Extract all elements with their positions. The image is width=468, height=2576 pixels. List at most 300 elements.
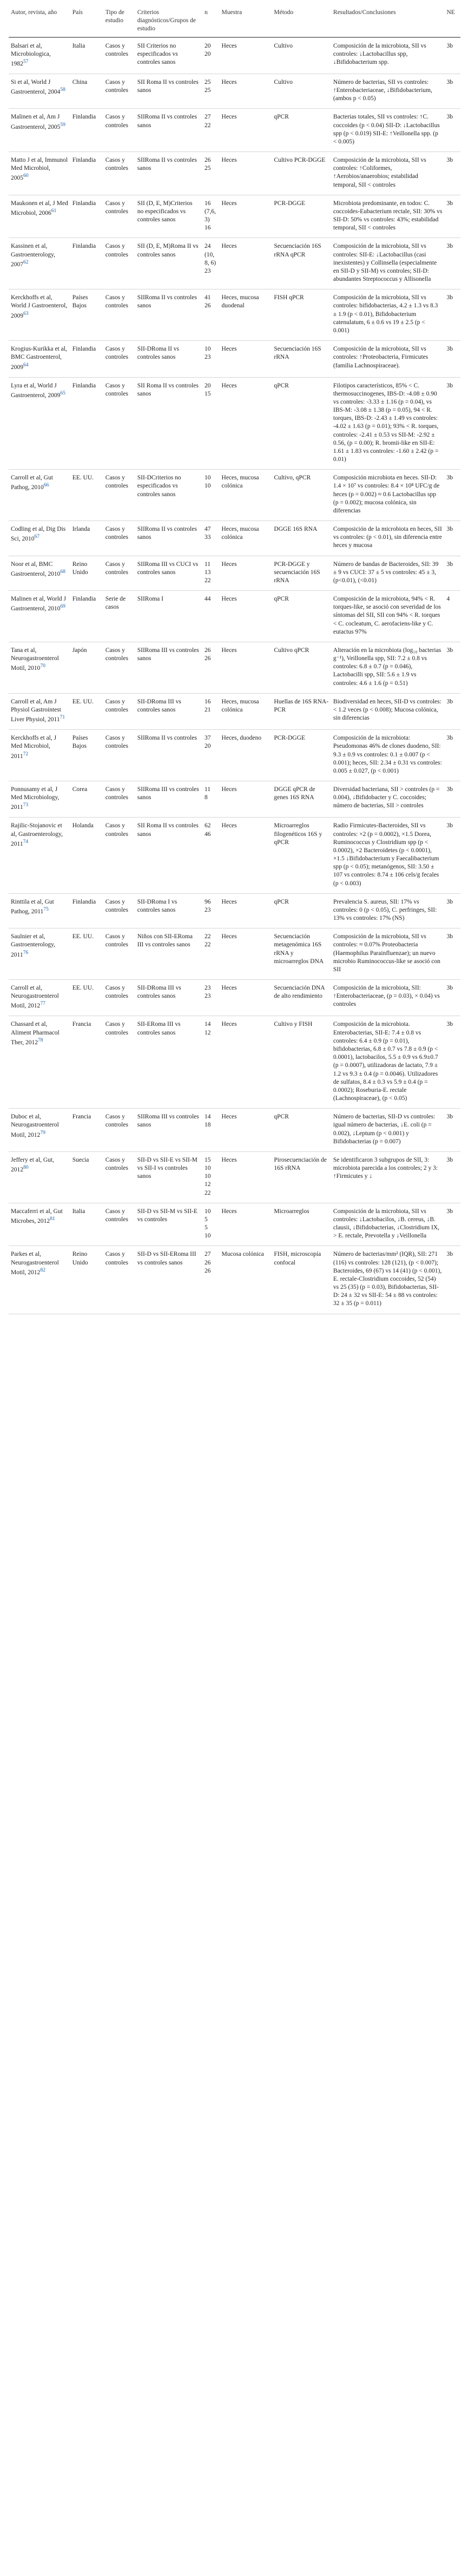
cell-sample-text: Heces: [221, 346, 237, 353]
cell-results-text: Alteración en la microbiota (log₁₀ bacterias g⁻¹), Veillonella spp, SII: 7.2 ± 0.8 vs controles: 6.8 ± 0.7 (p = 0.046), Lactobacilli spp, SII: 5.6 ± 1.9 vs controles: 4.6 ± 1.6 (p = 0.51): [333, 647, 441, 687]
cell-n: [202, 693, 220, 729]
reference-link[interactable]: 74: [23, 838, 29, 845]
cell-evidence-level-text: 3b: [446, 382, 453, 389]
cell-results-text: Radio Firmicutes-Bacteroides, SII vs controles: ×2 (p = 0.0002), ×1.5 Dorea, Ruminococcus y Clostridium spp (p < 0.0002), ×2 Bacteroidetes (p < 0.0001), ×1.5 ↓Bifidobacterium y Faecalibacterium spp (p < 0.05); metanógenos, SII: 3.50 ± 107 vs controles: 8.74 ± 106 cels/g fecales (p < 0.003): [333, 822, 439, 887]
cell-criteria-text: SII Roma II vs controles sanos: [137, 382, 199, 397]
cell-evidence-level-text: 3b: [446, 1156, 453, 1163]
cell-study-type: [103, 1246, 135, 1314]
cell-n-text: 26 26: [204, 647, 211, 662]
cell-method: [272, 1151, 331, 1203]
cell-n-text: 47 33: [204, 526, 211, 541]
cell-criteria-text: SIIRoma II vs controles sanos: [137, 294, 197, 309]
cell-method: [272, 1109, 331, 1152]
cell-criteria: [135, 818, 202, 893]
cell-results-text: Composición de la microbiota en heces, SII vs controles: (p < 0.01), sin diferencia entre heces y mucosa: [333, 526, 442, 549]
reference-link[interactable]: 66: [43, 482, 49, 489]
cell-evidence-level: [444, 556, 460, 591]
cell-results: [331, 521, 445, 556]
cell-country-text: Suecia: [72, 1156, 89, 1163]
cell-evidence-level: [444, 781, 460, 818]
cell-country: [70, 642, 103, 693]
cell-n-text: 26 25: [204, 157, 211, 172]
reference-link[interactable]: 64: [23, 361, 29, 368]
cell-results: [331, 1016, 445, 1109]
cell-country: [70, 693, 103, 729]
cell-country-text: Reino Unido: [72, 561, 88, 576]
cell-results: [331, 1151, 445, 1203]
cell-sample-text: Heces: [221, 382, 237, 389]
cell-study-type-text: Casos y controles: [105, 898, 128, 913]
cell-study-type-text: Casos y controles: [105, 157, 128, 172]
cell-country: [70, 1246, 103, 1314]
reference-link[interactable]: 79: [40, 1129, 45, 1136]
cell-method-text: FISH, microscopía confocal: [274, 1251, 321, 1266]
cell-criteria: [135, 980, 202, 1016]
cell-study-type: [103, 195, 135, 238]
author-text: Lyra et al, World J Gastroenterol, 2009: [11, 382, 61, 399]
cell-author: [9, 781, 70, 818]
cell-evidence-level-text: 3b: [446, 822, 453, 829]
cell-country: [70, 781, 103, 818]
reference-link[interactable]: 70: [40, 663, 45, 669]
cell-results: [331, 1109, 445, 1152]
cell-sample: [220, 1109, 272, 1152]
cell-author: [9, 470, 70, 521]
cell-study-type: [103, 74, 135, 109]
cell-author: [9, 195, 70, 238]
reference-link[interactable]: 61: [51, 207, 57, 214]
cell-criteria-text: SIIRoma II vs controles sanos: [137, 526, 197, 541]
table-row: [9, 1016, 460, 1109]
cell-results-text: Número de bacterias, SII vs controles: ↑Enterobacteriaceae, ↓Bifidobacterium, (ambos p < 0.05): [333, 78, 432, 102]
cell-sample-text: Heces, duodeno: [221, 735, 261, 742]
cell-results: [331, 980, 445, 1016]
cell-country: [70, 377, 103, 470]
cell-study-type: [103, 377, 135, 470]
cell-results-text: Composición de la microbiota, SII vs controles: bifidobacterias, 4.2 ± 1.3 vs 8.3 ± 1.9 (p < 0.01), Bifidobacterium catenulatum, 6 ± 0.6 vs 19 ± 2.5 (p < 0.001): [333, 294, 438, 334]
studies-table: [9, 5, 460, 1314]
reference-link[interactable]: 81: [50, 1215, 55, 1222]
cell-method: [272, 289, 331, 341]
cell-sample-text: Heces: [221, 985, 237, 992]
author-text: Carroll et al, Am J Physiol Gastrointest Liver Physiol, 2011: [11, 698, 61, 723]
cell-sample: [220, 289, 272, 341]
cell-method: [272, 980, 331, 1016]
table-row: [9, 730, 460, 781]
reference-link[interactable]: 71: [60, 714, 65, 721]
cell-country-text: Finlandia: [72, 243, 96, 250]
author-text: Carroll et al, Gut Pathog, 2010: [11, 475, 53, 491]
cell-criteria-text: SII-ERoma III vs controles sanos: [137, 1021, 181, 1036]
cell-criteria-text: SII Roma II vs controles sanos: [137, 78, 199, 94]
reference-link[interactable]: 68: [60, 568, 65, 575]
cell-method: [272, 74, 331, 109]
cell-results: [331, 470, 445, 521]
cell-sample: [220, 1203, 272, 1246]
author-text: Kerckhoffs et al, J Med Microbiol, 2011: [11, 735, 57, 760]
cell-method: [272, 1246, 331, 1314]
cell-criteria-text: SIIRoma III vs CUCI vs controles sanos: [137, 561, 199, 576]
cell-study-type: [103, 781, 135, 818]
author-text: Saulnier et al, Gastroenterology, 2011: [11, 933, 55, 958]
cell-evidence-level-text: 3b: [446, 475, 453, 482]
table-row: [9, 470, 460, 521]
header-study-type: Tipo de estudio: [103, 5, 135, 37]
table-row: [9, 781, 460, 818]
cell-study-type-text: Serie de casos: [105, 596, 126, 611]
reference-link[interactable]: 67: [34, 533, 40, 540]
cell-evidence-level-text: 3b: [446, 1021, 453, 1028]
author-text: Krogius-Kurikka et al, BMC Gastroenterol, 2009: [11, 346, 67, 371]
cell-sample-text: Heces: [221, 822, 237, 829]
table-row: [9, 195, 460, 238]
cell-sample-text: Mucosa colónica: [221, 1251, 264, 1258]
cell-sample: [220, 37, 272, 74]
cell-n: [202, 1151, 220, 1203]
cell-n-text: 14 18: [204, 1114, 211, 1129]
reference-link[interactable]: 65: [60, 390, 65, 396]
cell-criteria: [135, 521, 202, 556]
cell-n: [202, 1246, 220, 1314]
cell-criteria: [135, 1109, 202, 1152]
cell-n: [202, 1203, 220, 1246]
cell-sample: [220, 1246, 272, 1314]
cell-country: [70, 74, 103, 109]
cell-study-type: [103, 1151, 135, 1203]
cell-method-text: Cultivo, qPCR: [274, 475, 311, 482]
cell-results-text: Composición de la microbiota, SII vs controles: ↑Proteobacteria, Firmicutes (familia Lachnospiraceae).: [333, 346, 429, 369]
cell-country: [70, 556, 103, 591]
cell-country-text: Finlandia: [72, 346, 96, 353]
table-row: [9, 238, 460, 289]
author-text: Malinen et al, World J Gastroenterol, 2010: [11, 596, 67, 612]
cell-results-text: Composición de la microbiota, SII: ↑Enterobacteriaceae, (p = 0.03), × 0.04) vs controles: [333, 985, 440, 1008]
cell-author: [9, 928, 70, 980]
cell-method-text: Secuenciación 16S rRNA qPCR: [274, 243, 321, 258]
cell-study-type-text: Casos y controles: [105, 78, 128, 94]
cell-study-type-text: Casos y controles: [105, 647, 128, 662]
cell-results: [331, 591, 445, 642]
cell-n: [202, 781, 220, 818]
cell-criteria-text: SII-D vs SII-ERoma III vs controles sanos: [137, 1251, 196, 1266]
cell-evidence-level: [444, 1246, 460, 1314]
cell-evidence-level-text: 3b: [446, 561, 453, 568]
cell-country-text: Finlandia: [72, 596, 96, 603]
author-text: Noor et al, BMC Gastroenterol, 2010: [11, 561, 61, 577]
cell-method-text: Secuenciación metagenómica 16S rRNA y microarreglos DNA: [274, 933, 324, 965]
cell-n-text: 37 20: [204, 735, 211, 750]
cell-evidence-level: [444, 152, 460, 195]
cell-country: [70, 109, 103, 152]
cell-n-text: 22 22: [204, 933, 211, 948]
cell-country: [70, 470, 103, 521]
cell-results-text: Microbiota predominante, en todos: C. coccoides-Eubacterium rectale, SII: 30% vs SII-D: 50% vs controles: 43%; estabilidad temporal, SII < controles: [333, 200, 443, 232]
cell-results: [331, 730, 445, 781]
cell-sample: [220, 238, 272, 289]
cell-evidence-level-text: 3b: [446, 898, 453, 905]
cell-method: [272, 591, 331, 642]
cell-sample-text: Heces: [221, 933, 237, 940]
cell-study-type: [103, 1203, 135, 1246]
cell-author: [9, 289, 70, 341]
cell-sample: [220, 341, 272, 377]
table-header: [9, 5, 460, 37]
table-row: [9, 37, 460, 74]
cell-sample-text: Heces: [221, 114, 237, 121]
cell-method-text: Pirosecuenciación de 16S rRNA: [274, 1156, 327, 1172]
cell-criteria: [135, 642, 202, 693]
cell-criteria: [135, 195, 202, 238]
cell-evidence-level: [444, 521, 460, 556]
cell-results: [331, 781, 445, 818]
cell-country-text: EE. UU.: [72, 933, 94, 940]
cell-n-text: 24 (10, 8, 6) 23: [204, 243, 216, 274]
cell-study-type: [103, 591, 135, 642]
cell-criteria: [135, 37, 202, 74]
cell-criteria: [135, 893, 202, 928]
reference-link[interactable]: 73: [23, 802, 29, 808]
cell-criteria-text: SII-DRoma III vs controles sanos: [137, 698, 181, 713]
cell-study-type-text: Casos y controles: [105, 42, 128, 57]
reference-link[interactable]: 82: [40, 1267, 45, 1273]
header-evidence-level: NE: [444, 5, 460, 37]
cell-method-text: PCR-DGGE: [274, 735, 305, 742]
cell-sample: [220, 642, 272, 693]
cell-n-text: 25 25: [204, 78, 211, 94]
cell-results-text: Composición de la microbiota, SII vs controles: ↓Lactobacilos, ↓B. cereus, ↓B. clausii, ↓Bifidobacterias, ↓Clostridium IX, > E. rectale, Prevotella y ↓Veillonella: [333, 1208, 440, 1240]
cell-country: [70, 980, 103, 1016]
cell-evidence-level: [444, 1151, 460, 1203]
cell-author: [9, 693, 70, 729]
cell-evidence-level: [444, 238, 460, 289]
author-text: Maukonen et al, J Med Microbiol, 2006: [11, 200, 68, 216]
cell-sample: [220, 893, 272, 928]
cell-results-text: Composición de la microbiota: Pseudomonas 46% de clones duodeno, SII: 9.3 ± 0.9 vs controles: 0.1 ± 0.007 (p < 0.001); heces, SII: 2.34 ± 0.31 vs controles: 0.005 ± 0.027, (p < 0.001): [333, 735, 442, 774]
table-row: [9, 591, 460, 642]
cell-author: [9, 74, 70, 109]
table-row: [9, 152, 460, 195]
cell-country-text: EE. UU.: [72, 475, 94, 482]
cell-criteria: [135, 74, 202, 109]
cell-sample: [220, 109, 272, 152]
cell-sample-text: Heces: [221, 243, 237, 250]
reference-link[interactable]: 77: [40, 1000, 45, 1007]
cell-country: [70, 1203, 103, 1246]
cell-evidence-level-text: 3b: [446, 346, 453, 353]
cell-sample: [220, 1016, 272, 1109]
cell-country: [70, 591, 103, 642]
cell-country-text: Francia: [72, 1021, 91, 1028]
cell-n: [202, 521, 220, 556]
cell-country: [70, 341, 103, 377]
cell-author: [9, 556, 70, 591]
cell-n: [202, 109, 220, 152]
reference-link[interactable]: 60: [23, 173, 29, 179]
cell-evidence-level-text: 3b: [446, 243, 453, 250]
cell-evidence-level-text: 3b: [446, 1114, 453, 1121]
cell-method-text: qPCR: [274, 596, 289, 603]
cell-evidence-level-text: 3b: [446, 78, 453, 85]
reference-link[interactable]: 78: [38, 1037, 43, 1043]
cell-study-type: [103, 556, 135, 591]
author-text: Ponnusamy et al, J Med Microbiology, 2011: [11, 786, 60, 811]
cell-study-type-text: Casos y controles: [105, 1156, 128, 1172]
cell-method-text: Cultivo PCR-DGGE: [274, 157, 326, 164]
header-author: Autor, revista, año: [9, 5, 70, 37]
header-criteria: Criterios diagnósticos/Grupos de estudio: [135, 5, 202, 37]
cell-study-type-text: Casos y controles: [105, 382, 128, 397]
table-row: [9, 1109, 460, 1152]
cell-evidence-level: [444, 1109, 460, 1152]
reference-link[interactable]: 62: [23, 259, 29, 265]
cell-method: [272, 781, 331, 818]
cell-evidence-level-text: 3b: [446, 1208, 453, 1215]
cell-sample-text: Heces, mucosa colónica: [221, 698, 259, 713]
reference-link[interactable]: 57: [23, 58, 29, 64]
reference-link[interactable]: 75: [43, 906, 49, 912]
reference-link[interactable]: 69: [60, 603, 65, 610]
cell-criteria-text: SIIRoma III vs controles sanos: [137, 647, 199, 662]
cell-results-text: Composición de la microbiota, SII vs controles: ↑Coliformes, ↑Aerobios/anaerobios; estabilidad temporal, SII < controles: [333, 157, 426, 188]
cell-method-text: DGGE 16S RNA: [274, 526, 318, 533]
cell-n: [202, 1109, 220, 1152]
table-row: [9, 341, 460, 377]
cell-results: [331, 238, 445, 289]
cell-study-type: [103, 1109, 135, 1152]
reference-link[interactable]: 76: [23, 949, 29, 956]
cell-results-text: Composición microbiota en heces. SII-D: 1.4 × 10⁷ vs controles: 8.4 × 10⁸ UFC/g de heces (p = 0.002) ≈ 0.6 Lactobacillus spp (p = 0.002); mucosa colónica, sin diferencias: [333, 475, 440, 514]
cell-n-text: 20 15: [204, 382, 211, 397]
cell-method-text: Microarreglos filogenéticos 16S y qPCR: [274, 822, 322, 846]
cell-study-type: [103, 1016, 135, 1109]
cell-country-text: Francia: [72, 1114, 91, 1121]
cell-results-text: Composición de la microbiota, SII vs controles: ↓Lactobacillus spp, ↓Bifidobacterium spp.: [333, 42, 426, 65]
header-n: n: [202, 5, 220, 37]
cell-method-text: Secuenciación DNA de alto rendimiento: [274, 985, 325, 1000]
cell-author: [9, 341, 70, 377]
cell-results: [331, 556, 445, 591]
cell-author: [9, 730, 70, 781]
cell-country: [70, 195, 103, 238]
table-row: [9, 1151, 460, 1203]
cell-country-text: Países Bajos: [72, 735, 88, 750]
cell-results-text: Prevalencia S. aureus, SII: 17% vs controles: 0 (p < 0.05), C. perfringes, SII: 13% vs controles: 17% (NS): [333, 898, 437, 922]
table-row: [9, 928, 460, 980]
cell-country: [70, 730, 103, 781]
cell-study-type: [103, 928, 135, 980]
cell-evidence-level-text: 3b: [446, 294, 453, 301]
cell-method: [272, 893, 331, 928]
cell-criteria: [135, 1151, 202, 1203]
cell-method-text: Microarreglos: [274, 1208, 309, 1215]
table-row: [9, 521, 460, 556]
cell-criteria: [135, 109, 202, 152]
cell-results-text: Número de bacterias/mm² (IQR), SII: 271 (116) vs controles: 128 (121), (p < 0.007); Bacteroides, 69 (67) vs 14 (41) (p < 0.001), E. rectale-Clostridium coccoides, 52 (54) vs 25 (35) (p = 0.03), Bifidobacterias, SII-D: 24 ± 32 vs SII-E: 54 ± 88 vs controles: 32 ± 35 (p = 0.011): [333, 1251, 442, 1307]
cell-study-type-text: Casos y controles: [105, 1114, 128, 1129]
cell-n: [202, 556, 220, 591]
cell-criteria-text: SIIRoma I: [137, 596, 163, 603]
cell-results: [331, 818, 445, 893]
cell-sample-text: Heces: [221, 1208, 237, 1215]
reference-link[interactable]: 80: [23, 1164, 29, 1171]
cell-author: [9, 109, 70, 152]
cell-n: [202, 591, 220, 642]
cell-method: [272, 730, 331, 781]
author-text: Parkes et al, Neurogastroenterol Motil, 2012: [11, 1251, 59, 1276]
cell-sample-text: Heces: [221, 596, 237, 603]
cell-n-text: 27 26 26: [204, 1251, 211, 1274]
cell-country-text: Corea: [72, 786, 88, 793]
cell-criteria: [135, 1016, 202, 1109]
cell-author: [9, 1203, 70, 1246]
header-country: País: [70, 5, 103, 37]
table-row: [9, 693, 460, 729]
cell-sample-text: Heces: [221, 1021, 237, 1028]
cell-evidence-level-text: 3b: [446, 200, 453, 207]
cell-criteria: [135, 928, 202, 980]
cell-results: [331, 1246, 445, 1314]
cell-author: [9, 893, 70, 928]
cell-n-text: 16 (7,6, 3) 16: [204, 200, 216, 232]
cell-evidence-level-text: 3b: [446, 42, 453, 49]
cell-country-text: Finlandia: [72, 157, 96, 164]
author-text: Balsari et al, Microbiologica, 1982: [11, 42, 51, 67]
cell-study-type: [103, 238, 135, 289]
cell-results-text: Composición de la microbiota, SII vs controles: ≈ 0.07% Proteobacteria (Haemophilus Parainfluenzae); un nuevo microbio Ruminococcus-like se asoció con SII: [333, 933, 440, 973]
cell-evidence-level: [444, 1203, 460, 1246]
cell-country-text: Países Bajos: [72, 294, 88, 309]
cell-study-type-text: Casos y controles: [105, 200, 128, 215]
cell-criteria: [135, 470, 202, 521]
cell-n: [202, 377, 220, 470]
cell-sample: [220, 1151, 272, 1203]
cell-evidence-level-text: 3b: [446, 1251, 453, 1258]
cell-evidence-level-text: 3b: [446, 526, 453, 533]
cell-criteria: [135, 1203, 202, 1246]
cell-evidence-level: [444, 642, 460, 693]
cell-criteria: [135, 238, 202, 289]
table-row: [9, 109, 460, 152]
cell-method-text: Cultivo: [274, 42, 293, 49]
cell-evidence-level: [444, 928, 460, 980]
author-text: Duboc et al, Neurogastroenterol Motil, 2012: [11, 1114, 59, 1138]
cell-evidence-level: [444, 693, 460, 729]
cell-country: [70, 152, 103, 195]
reference-link[interactable]: 63: [23, 310, 29, 317]
cell-evidence-level-text: 3b: [446, 985, 453, 992]
reference-link[interactable]: 58: [60, 87, 65, 93]
cell-criteria-text: SII-D vs SII-E vs SII-M vs SII-I vs controles sanos: [137, 1156, 197, 1180]
cell-author: [9, 642, 70, 693]
cell-study-type-text: Casos y controles: [105, 985, 128, 1000]
author-text: Rinttila et al, Gut Pathog, 2011: [11, 898, 54, 915]
cell-criteria: [135, 377, 202, 470]
reference-link[interactable]: 59: [60, 121, 65, 128]
table-row: [9, 1246, 460, 1314]
cell-criteria-text: SII-DRoma I vs controles sanos: [137, 898, 177, 913]
cell-sample-text: Heces: [221, 200, 237, 207]
table-row: [9, 980, 460, 1016]
cell-method: [272, 238, 331, 289]
reference-link[interactable]: 72: [23, 750, 29, 757]
cell-evidence-level: [444, 893, 460, 928]
cell-sample: [220, 470, 272, 521]
cell-study-type: [103, 730, 135, 781]
cell-criteria: [135, 591, 202, 642]
cell-results-text: Composición de la microbiota, 94% < R. torques-like, se asoció con severidad de los síntomas del SII, SII con 94% < R. torques < C. cocleatum, C. aerofaciens-like y C. eutactus 97%: [333, 596, 441, 635]
cell-n-text: 23 23: [204, 985, 211, 1000]
cell-method: [272, 556, 331, 591]
